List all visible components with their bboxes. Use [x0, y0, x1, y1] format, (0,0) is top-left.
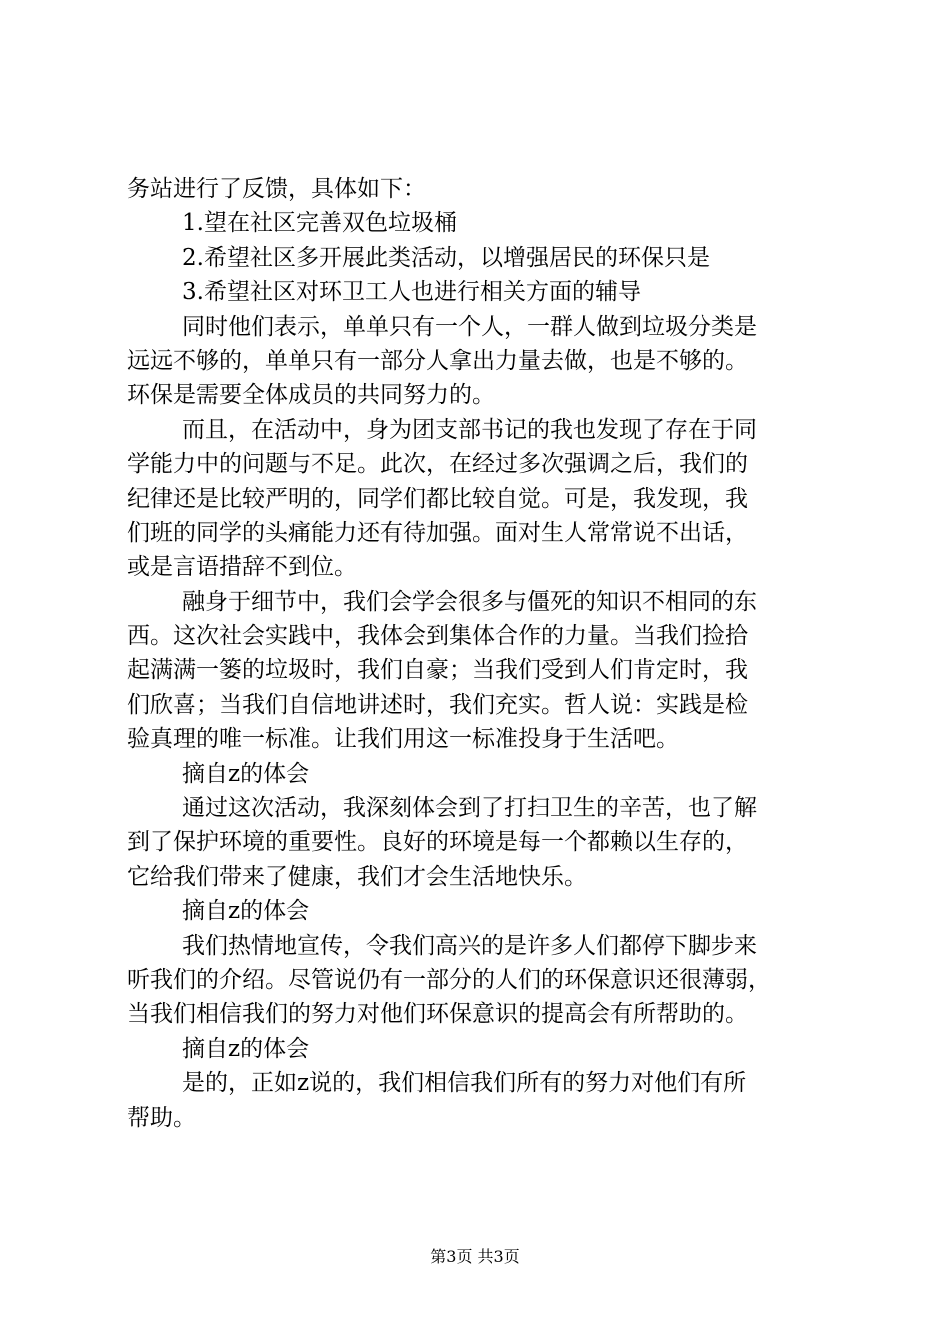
text-line: 们欣喜；当我们自信地讲述时，我们充实。哲人说：实践是检	[127, 691, 748, 718]
text-line: 而且，在活动中，身为团支部书记的我也发现了存在于同	[182, 416, 757, 443]
text-line: 帮助。	[127, 1104, 196, 1131]
text-line: 同时他们表示，单单只有一个人，一群人做到垃圾分类是	[182, 313, 757, 340]
attribution-line: 摘自z的体会	[182, 898, 310, 925]
text-line: 当我们相信我们的努力对他们环保意识的提高会有所帮助的。	[127, 1001, 748, 1028]
list-item-1: 1.望在社区完善双色垃圾桶	[182, 210, 457, 237]
text-line: 融身于细节中，我们会学会很多与僵死的知识不相同的东	[182, 588, 757, 615]
text-line: 通过这次活动，我深刻体会到了打扫卫生的辛苦，也了解	[182, 795, 757, 822]
text-line: 到了保护环境的重要性。良好的环境是每一个都赖以生存的，	[127, 829, 748, 856]
text-line: 西。这次社会实践中，我体会到集体合作的力量。当我们捡拾	[127, 623, 748, 650]
list-item-3: 3.希望社区对环卫工人也进行相关方面的辅导	[182, 279, 641, 306]
text-line: 环保是需要全体成员的共同努力的。	[127, 382, 495, 409]
attribution-line: 摘自z的体会	[182, 1035, 310, 1062]
attribution-line: 摘自z的体会	[182, 760, 310, 787]
list-item-2: 2.希望社区多开展此类活动，以增强居民的环保只是	[182, 244, 710, 271]
text-line: 验真理的唯一标准。让我们用这一标准投身于生活吧。	[127, 726, 679, 753]
text-line: 务站进行了反馈，具体如下：	[127, 176, 426, 202]
text-line: 远远不够的，单单只有一部分人拿出力量去做，也是不够的。	[127, 347, 748, 374]
page-number-footer: 第3页 共3页	[430, 1247, 520, 1266]
text-line: 学能力中的问题与不足。此次，在经过多次强调之后，我们的	[127, 451, 748, 478]
text-line: 起满满一篓的垃圾时，我们自豪；当我们受到人们肯定时，我	[127, 657, 748, 684]
text-line: 们班的同学的头痛能力还有待加强。面对生人常常说不出话，	[127, 519, 748, 546]
text-line: 听我们的介绍。尽管说仍有一部分的人们的环保意识还很薄弱，	[127, 966, 771, 993]
text-line: 我们热情地宣传，令我们高兴的是许多人们都停下脚步来	[182, 932, 757, 959]
text-line: 它给我们带来了健康，我们才会生活地快乐。	[127, 863, 587, 890]
document-body	[127, 172, 835, 1135]
text-line: 或是言语措辞不到位。	[127, 554, 357, 581]
text-line: 纪律还是比较严明的，同学们都比较自觉。可是，我发现，我	[127, 485, 748, 512]
text-line: 是的，正如z说的，我们相信我们所有的努力对他们有所	[182, 1070, 747, 1097]
